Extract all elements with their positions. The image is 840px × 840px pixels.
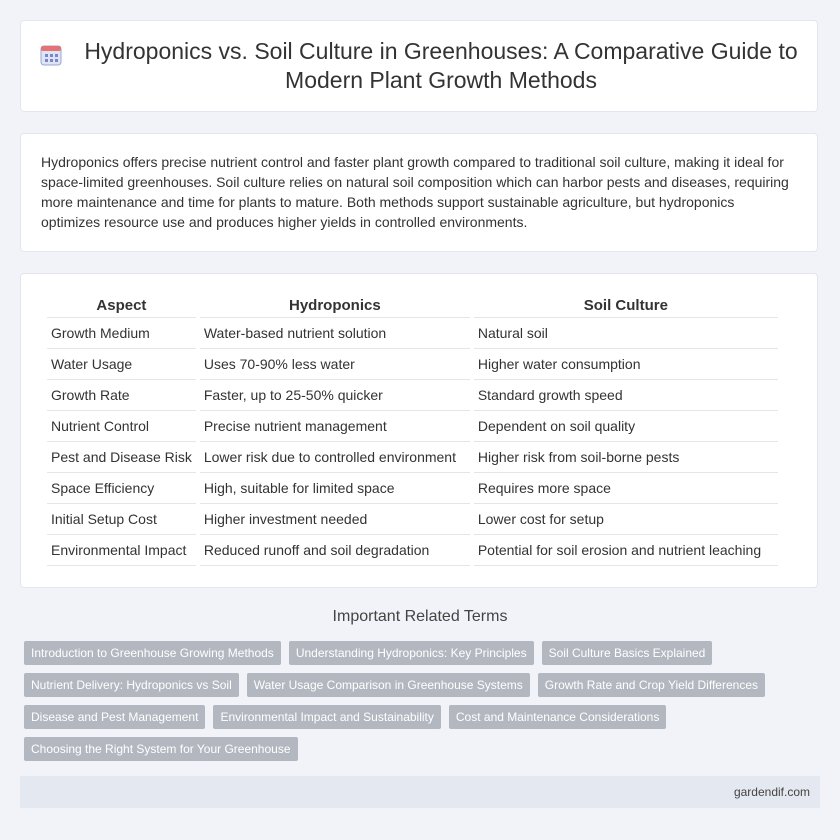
- calendar-icon: [39, 43, 63, 67]
- related-terms-list: [24, 641, 824, 761]
- page-title: Hydroponics vs. Soil Culture in Greenhouses: A Comparative Guide to Modern Plant Growth Methods: [84, 38, 798, 93]
- table-cell: Higher investment needed: [200, 504, 470, 535]
- related-term-tag[interactable]: Nutrient Delivery: Hydroponics vs Soil: [24, 673, 239, 697]
- table-cell: Higher water consumption: [474, 349, 778, 380]
- table-cell: Reduced runoff and soil degradation: [200, 535, 470, 566]
- table-cell: Lower cost for setup: [474, 504, 778, 535]
- table-cell: Initial Setup Cost: [47, 504, 196, 535]
- table-cell: Uses 70-90% less water: [200, 349, 470, 380]
- table-row: [47, 349, 778, 380]
- related-term-tag[interactable]: Understanding Hydroponics: Key Principles: [289, 641, 534, 665]
- related-term-tag[interactable]: Soil Culture Basics Explained: [542, 641, 713, 665]
- table-cell: Standard growth speed: [474, 380, 778, 411]
- table-row: [47, 318, 778, 349]
- related-term-tag[interactable]: Introduction to Greenhouse Growing Methods: [24, 641, 281, 665]
- column-header-soil-culture: Soil Culture: [474, 292, 778, 318]
- table-row: [47, 504, 778, 535]
- footer: [20, 776, 820, 808]
- table-cell: Nutrient Control: [47, 411, 196, 442]
- comparison-table: [43, 292, 782, 566]
- table-row: [47, 535, 778, 566]
- table-cell: Pest and Disease Risk: [47, 442, 196, 473]
- table-cell: Growth Rate: [47, 380, 196, 411]
- table-header-row: [47, 292, 778, 318]
- table-row: [47, 380, 778, 411]
- table-cell: High, suitable for limited space: [200, 473, 470, 504]
- table-cell: Dependent on soil quality: [474, 411, 778, 442]
- table-cell: Higher risk from soil-borne pests: [474, 442, 778, 473]
- header-card: [20, 20, 818, 112]
- table-cell: Water Usage: [47, 349, 196, 380]
- comparison-card: [20, 273, 818, 588]
- related-term-tag[interactable]: Cost and Maintenance Considerations: [449, 705, 666, 729]
- table-cell: Lower risk due to controlled environment: [200, 442, 470, 473]
- column-header-aspect: Aspect: [47, 292, 196, 318]
- related-term-tag[interactable]: Water Usage Comparison in Greenhouse Systems: [247, 673, 530, 697]
- table-row: [47, 473, 778, 504]
- column-header-hydroponics: Hydroponics: [200, 292, 470, 318]
- intro-text: Hydroponics offers precise nutrient control and faster plant growth compared to traditional soil culture, making it ideal for space-limited greenhouses. Soil culture relies on natural soil composition which can harbor pests and diseases, requiring more maintenance and time for plants to mature. Both methods support sustainable agriculture, but hydroponics optimizes resource use and produces higher yields in controlled environments.: [41, 154, 789, 230]
- table-cell: Space Efficiency: [47, 473, 196, 504]
- related-term-tag[interactable]: Choosing the Right System for Your Greenhouse: [24, 737, 298, 761]
- table-cell: Water-based nutrient solution: [200, 318, 470, 349]
- table-cell: Requires more space: [474, 473, 778, 504]
- related-terms-heading: Important Related Terms: [332, 608, 508, 625]
- intro-card: [20, 133, 818, 252]
- footer-site-link[interactable]: gardendif.com: [733, 785, 810, 799]
- table-cell: Growth Medium: [47, 318, 196, 349]
- table-cell: Natural soil: [474, 318, 778, 349]
- related-term-tag[interactable]: Environmental Impact and Sustainability: [213, 705, 440, 729]
- table-cell: Environmental Impact: [47, 535, 196, 566]
- table-cell: Potential for soil erosion and nutrient leaching: [474, 535, 778, 566]
- related-term-tag[interactable]: Growth Rate and Crop Yield Differences: [538, 673, 765, 697]
- table-row: [47, 442, 778, 473]
- related-term-tag[interactable]: Disease and Pest Management: [24, 705, 205, 729]
- table-row: [47, 411, 778, 442]
- table-cell: Precise nutrient management: [200, 411, 470, 442]
- table-cell: Faster, up to 25-50% quicker: [200, 380, 470, 411]
